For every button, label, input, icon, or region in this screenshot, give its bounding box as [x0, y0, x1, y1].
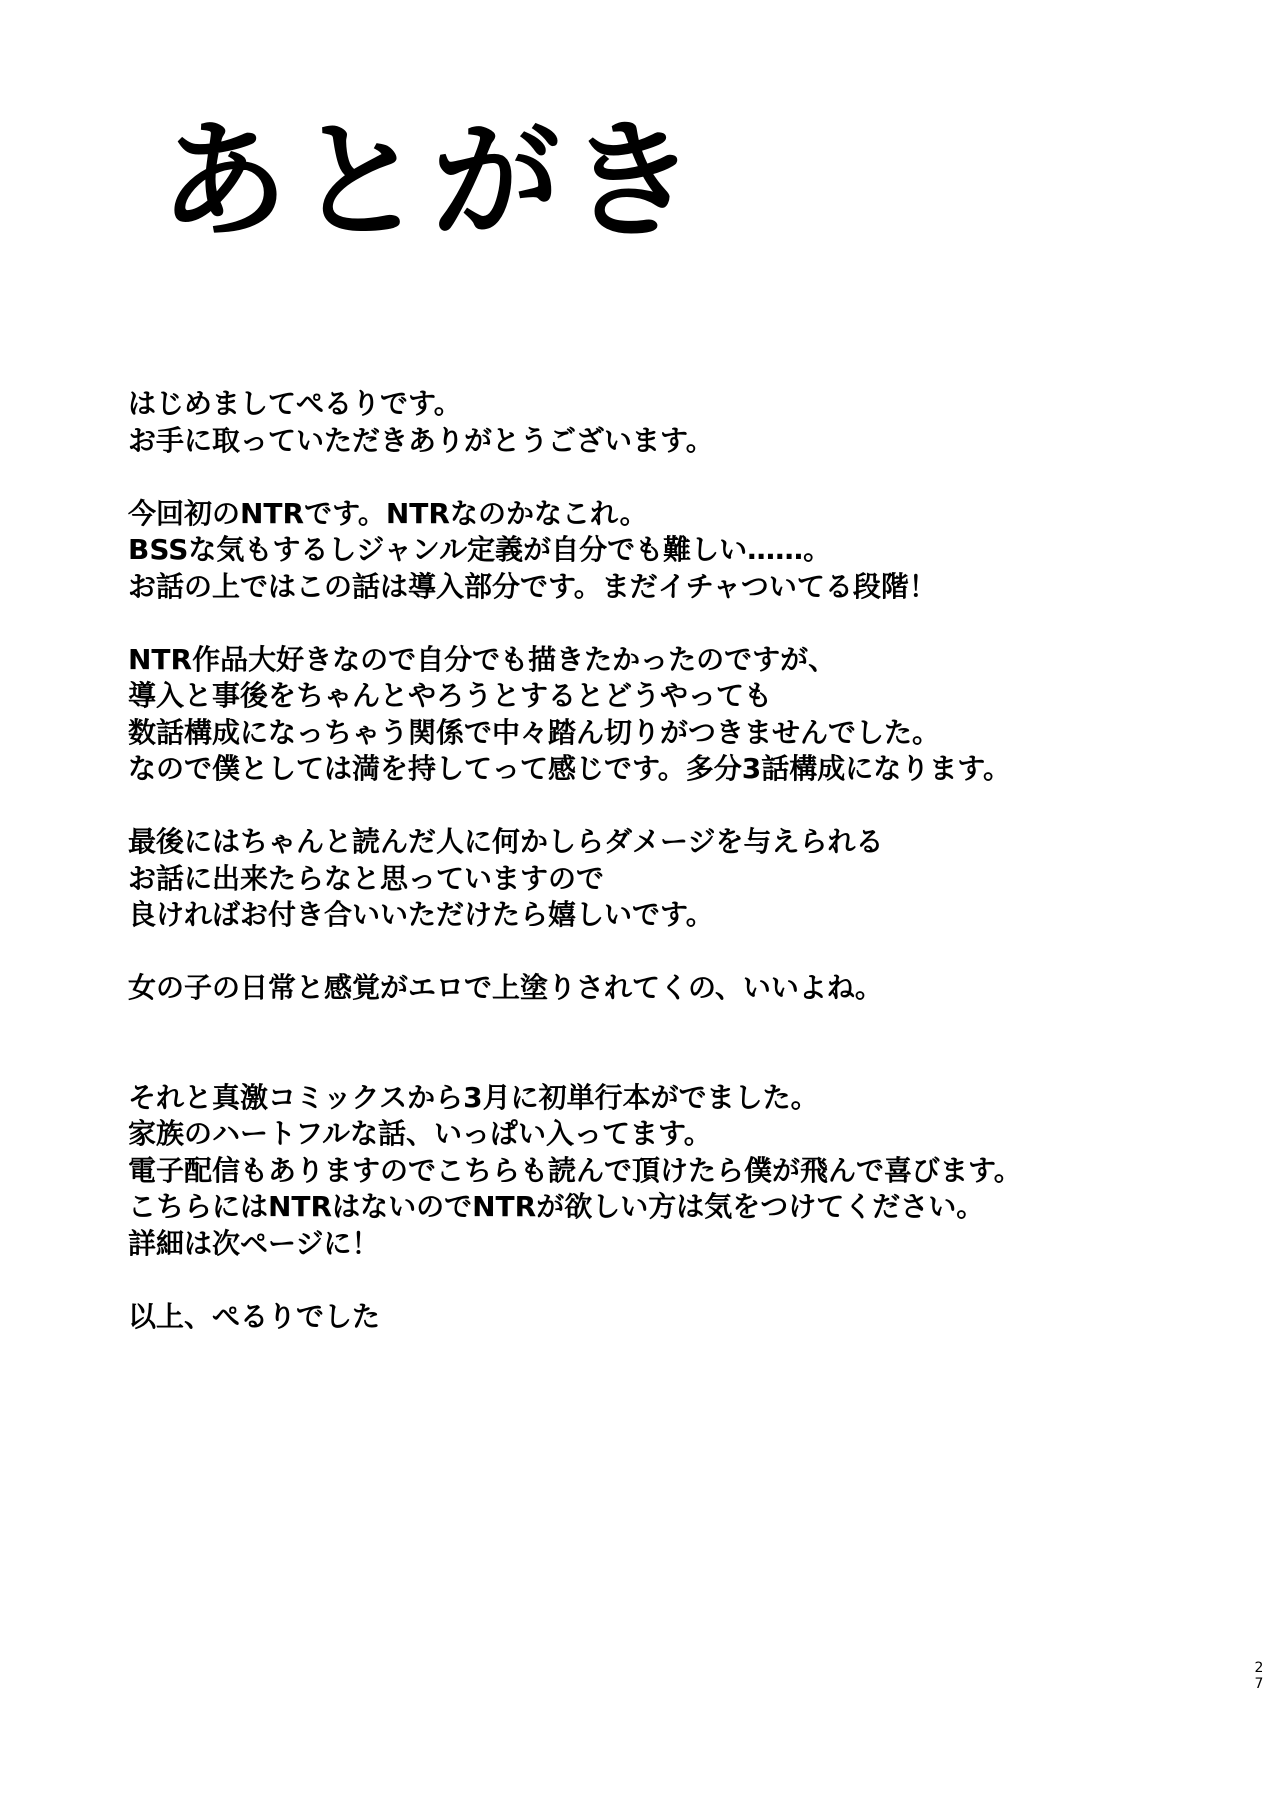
- text-line: それと真激コミックスから3月に初単行本がでました。: [128, 1080, 819, 1114]
- paragraph-structure: [128, 642, 1188, 788]
- text-line: なので僕としては満を持してって感じです。多分3話構成になります。: [128, 752, 1012, 785]
- page-title: あとがき: [160, 107, 705, 256]
- paragraph-about-ntr: [128, 496, 1188, 606]
- text-line: 数話構成になっちゃう関係で中々踏ん切りがつきませんでした。: [128, 715, 941, 749]
- text-line: 詳細は次ページに！: [128, 1226, 380, 1260]
- text-line: お手に取っていただきありがとうございます。: [128, 423, 714, 457]
- afterword-body: [128, 386, 1188, 1372]
- text-line: 良ければお付き合いいただけたら嬉しいです。: [128, 898, 714, 931]
- text-line: 以上、ぺるりでした: [128, 1299, 381, 1333]
- paragraph-greeting: [128, 386, 1188, 459]
- text-line: お話に出来たらなと思っていますので: [128, 861, 605, 895]
- text-line: 最後にはちゃんと読んだ人に何かしらダメージを与えられる: [128, 825, 884, 858]
- text-line: BSSな気もするしジャンル定義が自分でも難しい……。: [128, 533, 832, 566]
- page-number-digit: 2: [1254, 1660, 1264, 1676]
- text-line: NTR作品大好きなので自分でも描きたかったのですが、: [128, 642, 837, 676]
- text-line: 家族のハートフルな話、いっぱい入ってます。: [128, 1117, 712, 1150]
- paragraph-remark: [128, 970, 1188, 1007]
- text-line: はじめましてぺるりです。: [128, 387, 462, 420]
- paragraph-signoff: [128, 1299, 1188, 1336]
- text-line: お話の上ではこの話は導入部分です。まだイチャついてる段階！: [128, 569, 937, 603]
- paragraph-hopes: [128, 824, 1188, 934]
- paragraph-announcement: [128, 1080, 1188, 1263]
- page-number: [1252, 1660, 1266, 1692]
- text-line: 電子配信もありますのでこちらも読んで頂けたら僕が飛んで喜びます。: [128, 1153, 1022, 1187]
- text-line: こちらにはNTRはないのでNTRが欲しい方は気をつけてください。: [128, 1190, 985, 1223]
- page-number-digit: 7: [1254, 1676, 1264, 1692]
- text-line: 今回初のNTRです。NTRなのかなこれ。: [128, 496, 648, 530]
- text-line: 女の子の日常と感覚がエロで上塗りされてくの、いいよね。: [128, 971, 883, 1004]
- text-line: 導入と事後をちゃんとやろうとするとどうやっても: [128, 679, 773, 712]
